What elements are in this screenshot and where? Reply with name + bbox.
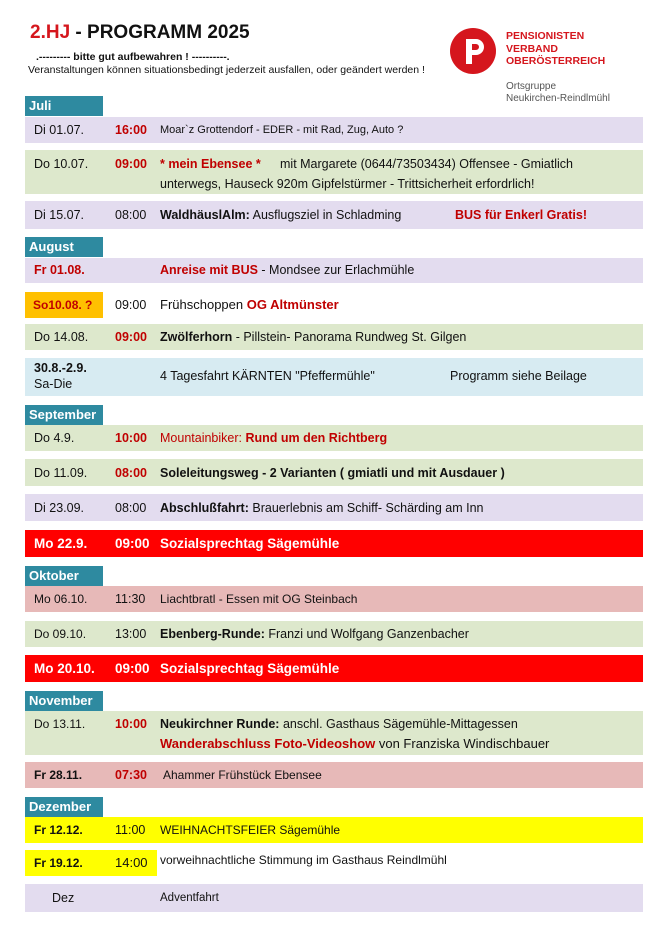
logo-subtext: [506, 81, 610, 105]
event-title-line2: Wanderabschluss Foto-Videoshow: [160, 736, 376, 751]
event-text: Adventfahrt: [160, 892, 219, 904]
event-title: Rund um den Richtberg: [245, 431, 388, 445]
event-title: Anreise mit BUS: [160, 263, 258, 277]
event-date: Mo 22.9.: [34, 536, 88, 551]
title-hj: 2.HJ: [30, 22, 71, 43]
event-title: Ebenberg-Runde:: [160, 627, 265, 641]
event-text: - Mondsee zur Erlachmühle: [257, 263, 415, 277]
event-date: Do 14.08.: [34, 330, 89, 344]
event-time: 08:00: [115, 501, 147, 515]
note: Veranstaltungen können situationsbedingt jederzeit ausfallen, oder geändert werden !: [28, 64, 425, 76]
event-date: Mo 20.10.: [34, 661, 95, 676]
page-title: [30, 22, 250, 44]
event-time: 14:00: [115, 855, 148, 870]
event-text: Ahammer Frühstück Ebensee: [163, 768, 322, 782]
event-text: Frühschoppen: [160, 297, 247, 312]
event-date: 30.8.-2.9.: [34, 361, 87, 375]
event-title: * mein Ebensee *: [160, 157, 261, 171]
event-text: 4 Tagesfahrt KÄRNTEN "Pfeffermühle": [160, 369, 375, 383]
event-date: Dez: [52, 891, 75, 905]
event-text: Brauerlebnis am Schiff- Schärding am Inn: [248, 501, 484, 515]
event-extra: BUS für Enkerl Gratis!: [455, 208, 587, 222]
event-text-line2: unterwegs, Hauseck 920m Gipfelstürmer - Trittsicherheit erfordrlich!: [160, 177, 535, 191]
logo-place: Neukirchen-Reindlmühl: [506, 93, 610, 104]
event-text: WEIHNACHTSFEIER Sägemühle: [160, 823, 341, 837]
event-text: Franzi und Wolfgang Ganzenbacher: [264, 627, 469, 641]
event-row: [25, 150, 643, 194]
event-row: [25, 258, 643, 283]
event-row: [25, 324, 643, 350]
month-oktober: Oktober: [25, 566, 103, 586]
event-title: Sozialsprechtag Sägemühle: [160, 536, 340, 551]
month-august: August: [25, 237, 103, 257]
event-row: [25, 494, 643, 521]
event-time: 09:00: [115, 298, 147, 312]
event-date: Di 01.07.: [34, 123, 85, 137]
event-row: [25, 817, 643, 843]
event-title: WaldhäuslAlm:: [160, 208, 250, 222]
event-text: Liachtbratl - Essen mit OG Steinbach: [160, 592, 358, 606]
title-rest: - PROGRAMM 2025: [70, 22, 250, 43]
logo-line2: VERBAND: [506, 42, 558, 55]
event-time: 11:30: [115, 592, 146, 606]
event-date: Fr 01.08.: [34, 263, 85, 277]
event-date-line2: Sa-Die: [34, 377, 73, 391]
event-text: Moar`z Grottendorf - EDER - mit Rad, Zug, Auto ?: [160, 124, 404, 136]
event-text: mit Margarete (0644/73503434) Offensee - Gmiatlich: [280, 157, 573, 171]
logo-line1: PENSIONISTEN: [506, 30, 585, 42]
event-row: [25, 425, 643, 451]
event-date: Fr 19.12.: [34, 856, 83, 870]
event-row: [25, 459, 643, 486]
event-row: [25, 586, 643, 612]
subtitle: .--------- bitte gut aufbewahren ! ----------.: [36, 51, 230, 63]
event-text: vorweihnachtliche Stimmung im Gasthaus Reindlmühl: [160, 853, 447, 867]
event-row: [25, 117, 643, 143]
logo-text: [506, 30, 605, 68]
event-time: 16:00: [115, 123, 147, 137]
event-date: Do 10.07.: [34, 157, 89, 171]
event-time: 09:00: [115, 330, 147, 344]
event-text: Mountainbiker:: [160, 431, 246, 445]
month-dezember: Dezember: [25, 797, 103, 817]
logo-p-icon: [450, 28, 496, 74]
event-extra: Programm siehe Beilage: [450, 369, 587, 383]
month-juli: Juli: [25, 96, 103, 116]
event-time: 10:00: [115, 431, 147, 445]
event-time: 11:00: [115, 823, 146, 837]
month-november: November: [25, 691, 103, 711]
event-row: [25, 884, 643, 912]
event-row: [25, 201, 643, 229]
event-time: 10:00: [115, 717, 147, 731]
event-row: [25, 621, 643, 647]
month-september: September: [25, 405, 103, 425]
event-row: [25, 711, 643, 755]
event-date: Mo 06.10.: [34, 592, 88, 606]
event-date: Do 13.11.: [34, 717, 86, 731]
event-title: Soleleitungsweg - 2 Varianten ( gmiatli und mit Ausdauer ): [160, 466, 505, 480]
event-date-highlight: [25, 292, 103, 318]
event-date: Di 15.07.: [34, 208, 85, 222]
event-time: 08:00: [115, 208, 147, 222]
event-text: Ausflugsziel in Schladming: [249, 208, 402, 222]
logo-line3: OBERÖSTERREICH: [506, 55, 606, 67]
event-text: - Pillstein- Panorama Rundweg St. Gilgen: [232, 330, 467, 344]
event-date: Do 11.09.: [34, 466, 88, 480]
event-time: 09:00: [115, 661, 150, 676]
event-title: OG Altmünster: [246, 297, 339, 312]
event-text: anschl. Gasthaus Sägemühle-Mittagessen: [279, 717, 518, 731]
event-row: [25, 358, 643, 396]
event-title: Sozialsprechtag Sägemühle: [160, 661, 340, 676]
event-time: 13:00: [115, 627, 147, 641]
event-title: Zwölferhorn: [160, 330, 233, 344]
logo-ortsgruppe: Ortsgruppe: [506, 81, 557, 92]
event-title: Neukirchner Runde:: [160, 717, 280, 731]
event-date: So10.08. ?: [33, 298, 93, 312]
event-date: Do 09.10.: [34, 627, 87, 641]
event-date: Di 23.09.: [34, 501, 85, 515]
event-title: Abschlußfahrt:: [160, 501, 249, 515]
event-time: 07:30: [115, 768, 147, 782]
event-time: 09:00: [115, 536, 150, 551]
event-time: 08:00: [115, 466, 147, 480]
event-date: Do 4.9.: [34, 431, 75, 445]
event-row-highlight: [25, 530, 643, 557]
event-date-highlight: [25, 850, 157, 876]
event-date: Fr 28.11.: [34, 768, 83, 782]
event-row-highlight: [25, 655, 643, 682]
event-row: [25, 762, 643, 788]
event-date: Fr 12.12.: [34, 823, 83, 837]
event-time: 09:00: [115, 157, 147, 171]
event-text-line2: von Franziska Windischbauer: [375, 736, 550, 751]
